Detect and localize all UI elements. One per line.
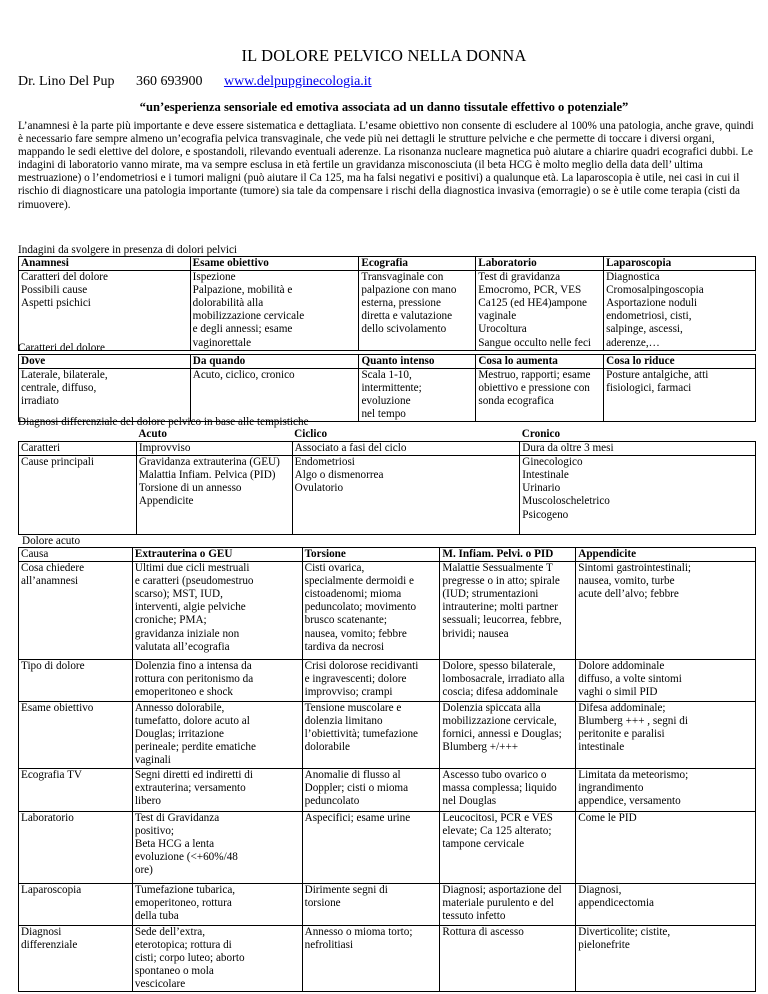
header-cell: Appendicite: [576, 548, 756, 562]
data-cell: [576, 768, 756, 811]
cell-line: Blumberg +++ , segni di: [578, 715, 689, 728]
cell-line: dello scivolamento: [361, 323, 447, 336]
cell-line: Dolore, spesso bilaterale,: [442, 660, 556, 673]
intro-paragraph: L’anamnesi è la parte più importante e deve essere sistematica e dettagliata. L’esame obiettivo non consente di escludere al 100% una patologia, anche grave, quindi è necessario fare sempre almeno un’ecografia pelvica transvaginale, che vede più nei dettagli le strutture pelviche e che permette di toccare i diversi organi, mappando le sedi elettive del dolore, e spostandoli, rilevando eventuali aderenze. La risonanza nucleare magnetica può aiutare a chiarire quadri ecografici dubbi. Le indagini di laboratorio vanno mirate, ma va sempre esclusa in età fertile un gravidanza misconosciuta (il beta HCG è molto meglio della data dell’ ultima mestruazione) o l’endometriosi e i tumori maligni (può aiutare il Ca 125, ma ha falsi negativi e positivi) a qualunque età. La laparoscopia è utile, nei casi in cui il rischio di diagnosticare una patologia importante (tumore) sia tale da compensare i rischi della diagnostica invasiva (emorragie) o se è utile come terapia (cisti da rimuovere).: [18, 120, 754, 211]
cell-line: acute dell’alvo; febbre: [578, 588, 679, 601]
cell-line: nel tempo: [361, 408, 406, 421]
data-cell: [302, 562, 440, 660]
differential-diagnosis-table: [18, 428, 756, 535]
cell-line: Sede dell’extra,: [134, 925, 206, 938]
cell-line: Urinario: [522, 482, 561, 495]
cell-line: pielonefrite: [578, 938, 630, 951]
data-cell: [302, 660, 440, 702]
cell-line: peduncolato; movimento: [304, 601, 417, 614]
header-cell: Laboratorio: [476, 257, 604, 271]
data-cell: [302, 811, 440, 883]
cell-line: vaginorettale: [192, 336, 252, 349]
cell-line: Ascesso tubo ovarico o: [442, 768, 547, 781]
cell-line: improvviso; crampi: [304, 686, 393, 699]
cell-line: Esame obiettivo: [21, 702, 94, 715]
header-cell: Anamnesi: [19, 257, 191, 271]
header-cell: Torsione: [302, 548, 440, 562]
cell-line: brusco scatenante;: [304, 614, 387, 627]
table2-caption: Caratteri del dolore: [18, 342, 105, 354]
page-title: IL DOLORE PELVICO NELLA DONNA: [241, 46, 527, 65]
cell-line: nausea, vomito, turbe: [578, 575, 675, 588]
cell-line: fornici, annessi e Douglas;: [442, 728, 562, 741]
header-cell: Laparoscopia: [604, 257, 756, 271]
data-cell: [359, 369, 476, 422]
data-cell: [132, 562, 302, 660]
header-cell: Acuto: [138, 428, 167, 440]
cell-line: Ginecologico: [522, 456, 583, 469]
cell-line: nefrolitiasi: [304, 938, 354, 951]
row-label: Cause principali: [19, 456, 137, 535]
data-cell: [132, 811, 302, 883]
cell-line: specialmente dermoidi e: [304, 575, 414, 588]
data-cell: [440, 883, 576, 925]
cell-line: Laterale, bilaterale,: [21, 369, 108, 382]
cell-line: Psicogeno: [522, 508, 569, 521]
cell-line: della tuba: [134, 909, 179, 922]
cell-line: Test di Gravidanza: [134, 811, 220, 824]
cell-line: Test di gravidanza: [478, 271, 561, 284]
data-cell: [292, 456, 520, 535]
cell-line: esterna, pressione: [361, 297, 441, 310]
data-cell: [476, 369, 604, 422]
cell-line: differenziale: [21, 938, 78, 951]
cell-line: vescicolare: [134, 977, 186, 990]
data-cell: [576, 660, 756, 702]
cell-line: vaginale: [478, 310, 517, 323]
data-cell: [19, 369, 191, 422]
cell-line: extrauterina; versamento: [134, 781, 246, 794]
cell-line: pregresse o in atto; spirale: [442, 575, 560, 588]
header-cell: Da quando: [190, 355, 359, 369]
table-row: [19, 562, 756, 660]
cell-line: dolorabile: [304, 741, 350, 754]
cell-line: spontaneo o mola: [134, 964, 214, 977]
data-cell: [132, 768, 302, 811]
cell-line: elevate; Ca 125 alterato;: [442, 824, 552, 837]
cell-line: Acuto, ciclico, cronico: [192, 369, 295, 382]
cell-line: tessuto infetto: [442, 909, 506, 922]
cell-line: Doppler; cisti o mioma: [304, 781, 409, 794]
cell-line: palpazione con mano: [361, 284, 457, 297]
cell-line: Urocoltura: [478, 323, 527, 336]
cell-line: emoperitoneo, rottura: [134, 896, 232, 909]
data-cell: [190, 271, 359, 351]
table3-caption: Diagnosi differenziale del dolore pelvico in base alle tempistiche: [18, 416, 309, 428]
author-line: [18, 74, 372, 90]
data-cell: [440, 562, 576, 660]
data-cell: [576, 562, 756, 660]
data-cell: [576, 811, 756, 883]
cell-line: lombosacrale, irradiato alla: [442, 673, 565, 686]
cell-line: (IUD; strumentazioni: [442, 588, 539, 601]
cell-line: materiale purulento e del: [442, 896, 554, 909]
cell-line: Caratteri del dolore: [21, 271, 108, 284]
data-cell: [604, 271, 756, 351]
data-cell: [132, 883, 302, 925]
row-label: [19, 925, 133, 991]
author-name: Dr. Lino Del Pup: [18, 74, 115, 89]
cell-line: scarso); MST, IUD,: [134, 588, 223, 601]
cell-line: Difesa addominale;: [578, 702, 666, 715]
cell-line: sessuali; leucorrea, febbre,: [442, 614, 562, 627]
cell-line: Torsione di un annesso: [138, 482, 242, 495]
table-row: [19, 660, 756, 702]
investigations-table: [18, 256, 756, 351]
cell-line: Annesso o mioma torto;: [304, 925, 413, 938]
data-cell: [190, 369, 359, 422]
header-cell: M. Infiam. Pelvi. o PID: [440, 548, 576, 562]
cell-line: Beta HCG a lenta: [134, 837, 215, 850]
cell-line: Aspecifici; esame urine: [304, 811, 411, 824]
cell-line: Diagnosi; asportazione del: [442, 883, 562, 896]
data-cell: [440, 811, 576, 883]
cell-line: Cosa chiedere: [21, 562, 85, 575]
cell-line: Gravidanza extrauterina (GEU): [138, 456, 280, 469]
data-cell: [520, 456, 756, 535]
data-cell: [604, 369, 756, 422]
cell-line: vaghi o simil PID: [578, 686, 658, 699]
cell-line: Possibili cause: [21, 284, 88, 297]
cell-line: endometriosi, cisti,: [606, 310, 692, 323]
cell-line: Dirimente segni di: [304, 883, 388, 896]
data-cell: [476, 271, 604, 351]
cell-line: intermittente; evoluzione: [361, 382, 422, 408]
data-cell: [132, 925, 302, 991]
header-cell: Cosa lo riduce: [604, 355, 756, 369]
cell-line: torsione: [304, 896, 341, 909]
cell-line: diffuso, a volte sintomi: [578, 673, 682, 686]
cell-line: coscia; difesa addominale: [442, 686, 558, 699]
cell-line: evoluzione (<+60%/48: [134, 850, 238, 863]
cell-line: Segni diretti ed indiretti di: [134, 768, 253, 781]
row-label: [19, 702, 133, 768]
cell-line: e ingravescenti; dolore: [304, 673, 407, 686]
cell-line: appendice, versamento: [578, 794, 681, 807]
cell-line: Ispezione: [192, 271, 236, 284]
cell-line: aderenze,…: [606, 336, 660, 349]
cell-line: Malattia Infiam. Pelvica (PID): [138, 469, 276, 482]
row-label: [19, 811, 133, 883]
cell-line: Diagnosi: [21, 925, 62, 938]
data-cell: [440, 702, 576, 768]
data-cell: [302, 768, 440, 811]
cell-line: Ultimi due cicli mestruali: [134, 562, 250, 575]
cell-line: Annesso dolorabile,: [134, 702, 225, 715]
row-label: [19, 768, 133, 811]
pain-characteristics-table: [18, 354, 756, 422]
cell-line: rottura con peritonismo da: [134, 673, 254, 686]
cell-line: Diagnosi,: [578, 883, 622, 896]
header-cell: Ecografia: [359, 257, 476, 271]
data-cell: [576, 925, 756, 991]
data-cell: [136, 456, 292, 535]
cell-line: obiettivo e pressione con: [478, 382, 590, 395]
table-row: [19, 925, 756, 991]
cell-line: tardiva da necrosi: [304, 640, 385, 653]
header-cell: Esame obiettivo: [190, 257, 359, 271]
cell-line: Rottura di ascesso: [442, 925, 524, 938]
table-row: [19, 768, 756, 811]
cell-line: Appendicite: [138, 495, 194, 508]
data-cell: [19, 271, 191, 351]
table-row: [19, 811, 756, 883]
cell-line: Emocromo, PCR, VES: [478, 284, 582, 297]
cell-line: emoperitoneo e shock: [134, 686, 234, 699]
header-cell: Dove: [19, 355, 191, 369]
data-cell: [132, 702, 302, 768]
row-label: [19, 883, 133, 925]
cell-line: perineale; perdite ematiche: [134, 741, 256, 754]
cell-line: Transvaginale con: [361, 271, 444, 284]
definition-quote: “un’esperienza sensoriale ed emotiva associata ad un danno tissutale effettivo o potenziale”: [139, 100, 629, 114]
cell-line: Mestruo, rapporti; esame: [478, 369, 591, 382]
cell-line: salpinge, ascessi,: [606, 323, 683, 336]
cell-line: Come le PID: [578, 811, 637, 824]
cell-line: Douglas; irritazione: [134, 728, 225, 741]
cell-line: sonda ecografica: [478, 395, 554, 408]
data-cell: [576, 883, 756, 925]
cell-line: Scala 1-10,: [361, 369, 412, 382]
cell-line: croniche; PMA;: [134, 614, 207, 627]
cell-line: Blumberg +/+++: [442, 741, 519, 754]
cell-line: intestinale: [578, 741, 625, 754]
cell-line: tampone cervicale: [442, 837, 525, 850]
cell-line: all’anamnesi: [21, 575, 79, 588]
cell-line: centrale, diffuso,: [21, 382, 97, 395]
data-cell: [440, 660, 576, 702]
cell-line: Dolenzia spiccata alla: [442, 702, 541, 715]
cell-line: l’obiettività; tumefazione: [304, 728, 418, 741]
acute-pain-table: [18, 547, 756, 992]
header-cell: Cosa lo aumenta: [476, 355, 604, 369]
cell-line: Tensione muscolare e: [304, 702, 402, 715]
table1-caption: Indagini da svolgere in presenza di dolori pelvici: [18, 244, 238, 256]
data-cell: [440, 925, 576, 991]
row-label: [19, 562, 133, 660]
cell-line: Aspetti psichici: [21, 297, 91, 310]
cell-line: brividi; nausea: [442, 627, 509, 640]
cell-line: Diagnostica: [606, 271, 660, 284]
cell-line: Ecografia TV: [21, 768, 82, 781]
cell-line: e caratteri (pseudomestruo: [134, 575, 254, 588]
data-cell: [576, 702, 756, 768]
cell-line: libero: [134, 794, 161, 807]
cell-line: Leucocitosi, PCR e VES: [442, 811, 553, 824]
cell-line: eterotopica; rottura di: [134, 938, 232, 951]
data-cell: [302, 883, 440, 925]
cell-line: fisiologici, farmaci: [606, 382, 692, 395]
cell-line: dolorabilità alla: [192, 297, 264, 310]
cell-line: ingrandimento: [578, 781, 644, 794]
cell-line: Malattie Sessualmente T: [442, 562, 553, 575]
cell-line: Ovulatorio: [294, 482, 344, 495]
data-cell: [359, 271, 476, 351]
cell-line: Dolore addominale: [578, 660, 665, 673]
cell-line: Tipo di dolore: [21, 660, 85, 673]
cell-line: Tumefazione tubarica,: [134, 883, 236, 896]
cell-line: mobilizzazione cervicale: [192, 310, 305, 323]
cell-line: Laparoscopia: [21, 883, 82, 896]
cell-line: Anomalie di flusso al: [304, 768, 401, 781]
data-cell: Improvviso: [136, 442, 292, 456]
cell-line: Asportazione noduli: [606, 297, 698, 310]
cell-line: Sintomi gastrointestinali;: [578, 562, 692, 575]
phone-number: 360 693900: [135, 74, 203, 89]
cell-line: Dolenzia fino a intensa da: [134, 660, 252, 673]
data-cell: [302, 925, 440, 991]
cell-line: peduncolato: [304, 794, 360, 807]
data-cell: [132, 660, 302, 702]
cell-line: e degli annessi; esame: [192, 323, 293, 336]
header-cell: Cronico: [521, 428, 561, 440]
cell-line: Posture antalgiche, atti: [606, 369, 709, 382]
header-cell: Extrauterina o GEU: [132, 548, 302, 562]
website-link[interactable]: www.delpupginecologia.it: [223, 74, 372, 89]
cell-line: ore): [134, 863, 153, 876]
cell-line: Sangue occulto nelle feci: [478, 336, 592, 349]
cell-line: gravidanza iniziale non: [134, 627, 240, 640]
cell-line: Algo o dismenorrea: [294, 469, 384, 482]
cell-line: positivo;: [134, 824, 175, 837]
data-cell: Dura da oltre 3 mesi: [520, 442, 756, 456]
header-cell: Causa: [19, 548, 133, 562]
cell-line: diretta e valutazione: [361, 310, 453, 323]
table-row: [19, 702, 756, 768]
cell-line: Laboratorio: [21, 811, 74, 824]
cell-line: mobilizzazione cervicale,: [442, 715, 557, 728]
cell-line: Intestinale: [522, 469, 569, 482]
cell-line: nel Douglas: [442, 794, 497, 807]
header-cell: Quanto intenso: [359, 355, 476, 369]
cell-line: cistoadenomi; mioma: [304, 588, 402, 601]
cell-line: nausea, vomito; febbre: [304, 627, 407, 640]
cell-line: Palpazione, mobilità e: [192, 284, 293, 297]
cell-line: massa complessa; liquido: [442, 781, 557, 794]
data-cell: Associato a fasi del ciclo: [292, 442, 520, 456]
cell-line: appendicectomia: [578, 896, 655, 909]
cell-line: Muscoloscheletrico: [522, 495, 610, 508]
row-label: Caratteri: [19, 442, 137, 456]
cell-line: cisti; corpo luteo; aborto: [134, 951, 245, 964]
cell-line: peritonite e paralisi: [578, 728, 665, 741]
cell-line: interventi, algie pelviche: [134, 601, 246, 614]
table-row: [19, 883, 756, 925]
row-label: [19, 660, 133, 702]
cell-line: dolenzia limitano: [304, 715, 383, 728]
cell-line: Ca125 (ed HE4)ampone: [478, 297, 587, 310]
cell-line: Crisi dolorose recidivanti: [304, 660, 419, 673]
cell-line: valutata all’ecografia: [134, 640, 230, 653]
cell-line: tumefatto, dolore acuto al: [134, 715, 250, 728]
cell-line: Endometriosi: [294, 456, 355, 469]
cell-line: irradiato: [21, 395, 59, 408]
table4-caption: Dolore acuto: [22, 535, 81, 547]
cell-line: Limitata da meteorismo;: [578, 768, 689, 781]
cell-line: vaginali: [134, 754, 171, 767]
header-cell: [19, 428, 137, 442]
cell-line: Cromosalpingoscopia: [606, 284, 704, 297]
data-cell: [302, 702, 440, 768]
cell-line: Diverticolite; cistite,: [578, 925, 671, 938]
cell-line: intrauterine; molti partner: [442, 601, 558, 614]
data-cell: [440, 768, 576, 811]
cell-line: Cisti ovarica,: [304, 562, 365, 575]
header-cell: Ciclico: [294, 428, 328, 440]
